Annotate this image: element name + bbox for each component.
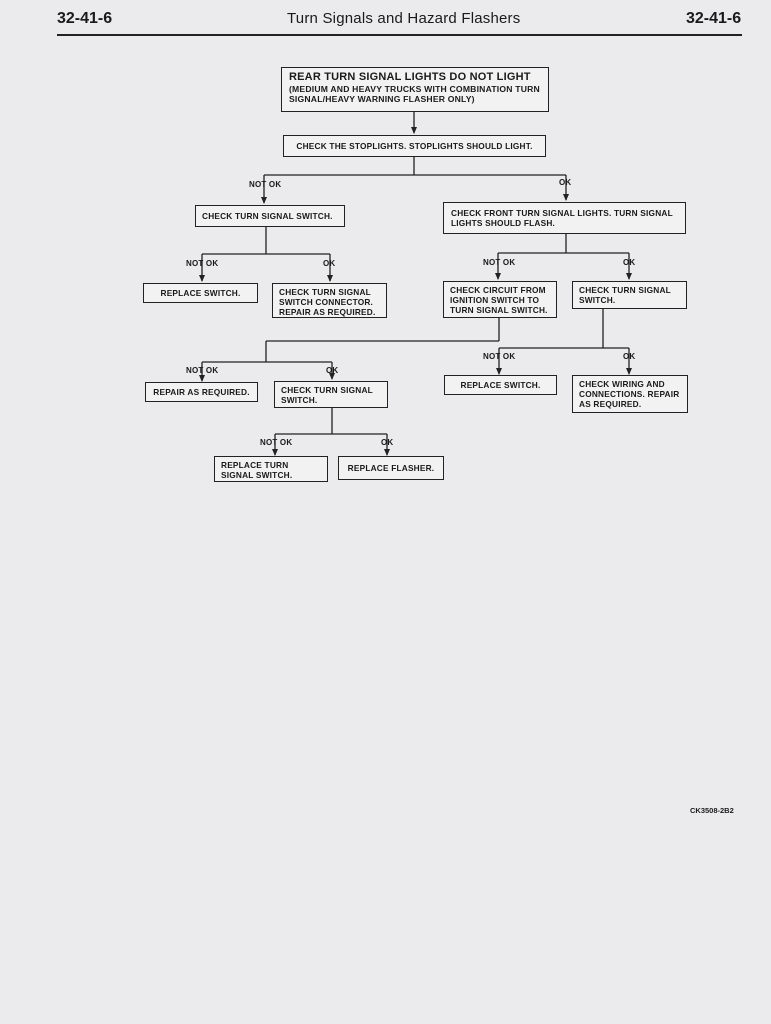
box-check-turn-signal-switch-3: CHECK TURN SIGNAL SWITCH. <box>274 381 388 408</box>
label-ok: OK <box>623 352 636 361</box>
flow-title-note: (MEDIUM AND HEAVY TRUCKS WITH COMBINATION TURN SIGNAL/HEAVY WARNING FLASHER ONLY) <box>289 84 540 104</box>
box-repair-as-required: REPAIR AS REQUIRED. <box>145 382 258 402</box>
label-not-ok: NOT OK <box>249 180 282 189</box>
box-check-stoplights: CHECK THE STOPLIGHTS. STOPLIGHTS SHOULD LIGHT. <box>283 135 546 157</box>
box-replace-switch: REPLACE SWITCH. <box>143 283 258 303</box>
flow-title: REAR TURN SIGNAL LIGHTS DO NOT LIGHT <box>289 71 531 83</box>
page-number-right: 32-41-6 <box>686 10 742 27</box>
figure-code: CK3508-2B2 <box>690 806 734 815</box>
label-not-ok: NOT OK <box>186 259 219 268</box>
label-not-ok: NOT OK <box>260 438 293 447</box>
label-not-ok: NOT OK <box>483 352 516 361</box>
box-check-switch-connector: CHECK TURN SIGNAL SWITCH CONNECTOR. REPAIR AS REQUIRED. <box>272 283 387 318</box>
box-rear-lights-do-not-light <box>281 67 549 112</box>
box-check-turn-signal-switch-2: CHECK TURN SIGNAL SWITCH. <box>572 281 687 309</box>
page-number-left: 32-41-6 <box>57 10 113 27</box>
box-replace-flasher: REPLACE FLASHER. <box>338 456 444 480</box>
box-check-turn-signal-switch: CHECK TURN SIGNAL SWITCH. <box>195 205 345 227</box>
label-not-ok: NOT OK <box>483 258 516 267</box>
label-ok: OK <box>323 259 336 268</box>
box-check-wiring: CHECK WIRING AND CONNECTIONS. REPAIR AS REQUIRED. <box>572 375 688 413</box>
label-ok: OK <box>326 366 339 375</box>
label-ok: OK <box>381 438 394 447</box>
label-not-ok: NOT OK <box>186 366 219 375</box>
box-replace-switch-2: REPLACE SWITCH. <box>444 375 557 395</box>
label-ok: OK <box>559 178 572 187</box>
box-check-front-lights: CHECK FRONT TURN SIGNAL LIGHTS. TURN SIGNAL LIGHTS SHOULD FLASH. <box>443 202 686 234</box>
box-replace-turn-signal-switch: REPLACE TURN SIGNAL SWITCH. <box>214 456 328 482</box>
box-check-circuit: CHECK CIRCUIT FROM IGNITION SWITCH TO TURN SIGNAL SWITCH. <box>443 281 557 318</box>
label-ok: OK <box>623 258 636 267</box>
page-title: Turn Signals and Hazard Flashers <box>287 10 521 27</box>
